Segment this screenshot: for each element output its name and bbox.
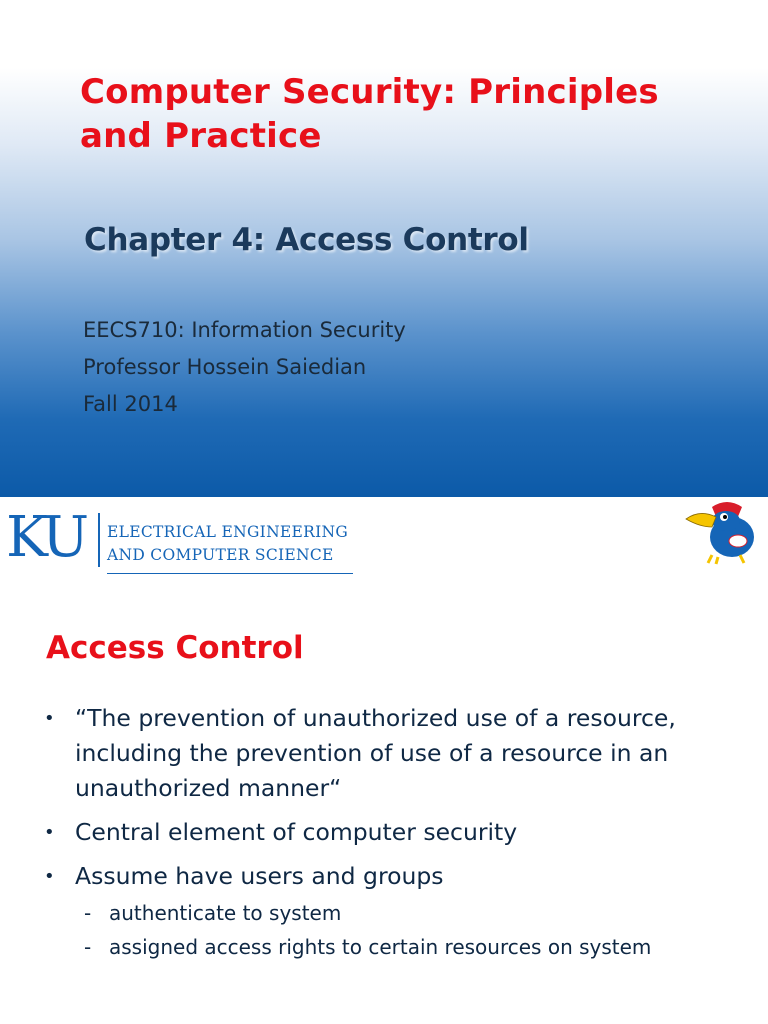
sub-bullet-marker: - — [84, 935, 92, 959]
bullet-item — [44, 859, 759, 894]
bullet-marker: • — [44, 822, 55, 843]
professor-name: Professor Hossein Saiedian — [83, 355, 367, 379]
ku-logo-letters: KU — [6, 505, 86, 570]
course-info — [83, 312, 406, 423]
sub-bullet-item — [44, 932, 759, 962]
bullet-text: Assume have users and groups — [75, 862, 444, 890]
content-slide — [0, 497, 768, 1024]
sub-bullet-marker: - — [84, 901, 92, 925]
course-name: EECS710: Information Security — [83, 318, 406, 342]
chapter-heading: Chapter 4: Access Control — [84, 222, 529, 258]
ku-eecs-logo — [6, 507, 351, 569]
bullet-text: Central element of computer security — [75, 818, 518, 846]
title-slide — [0, 0, 768, 497]
sub-bullet-text: authenticate to system — [109, 901, 342, 925]
logo-line-1: ELECTRICAL ENGINEERING — [107, 523, 349, 541]
bullet-text: “The prevention of unauthorized use of a resource, including the prevention of use of a resource in an unauthorized manner“ — [75, 704, 676, 802]
logo-divider — [98, 513, 100, 567]
bullet-item — [44, 815, 759, 850]
bullet-marker: • — [44, 708, 55, 729]
sub-bullet-item — [44, 898, 759, 928]
jayhawk-mascot-icon — [682, 497, 762, 565]
presentation-title: Computer Security: Principles and Practice — [80, 72, 659, 156]
bullet-list — [44, 701, 759, 962]
logo-underline — [107, 573, 353, 574]
bullet-item — [44, 701, 759, 806]
sub-bullet-text: assigned access rights to certain resources on system — [109, 935, 652, 959]
bullet-marker: • — [44, 866, 55, 887]
slide-title: Access Control — [46, 630, 304, 666]
logo-line-2: AND COMPUTER SCIENCE — [107, 546, 334, 564]
term: Fall 2014 — [83, 392, 178, 416]
